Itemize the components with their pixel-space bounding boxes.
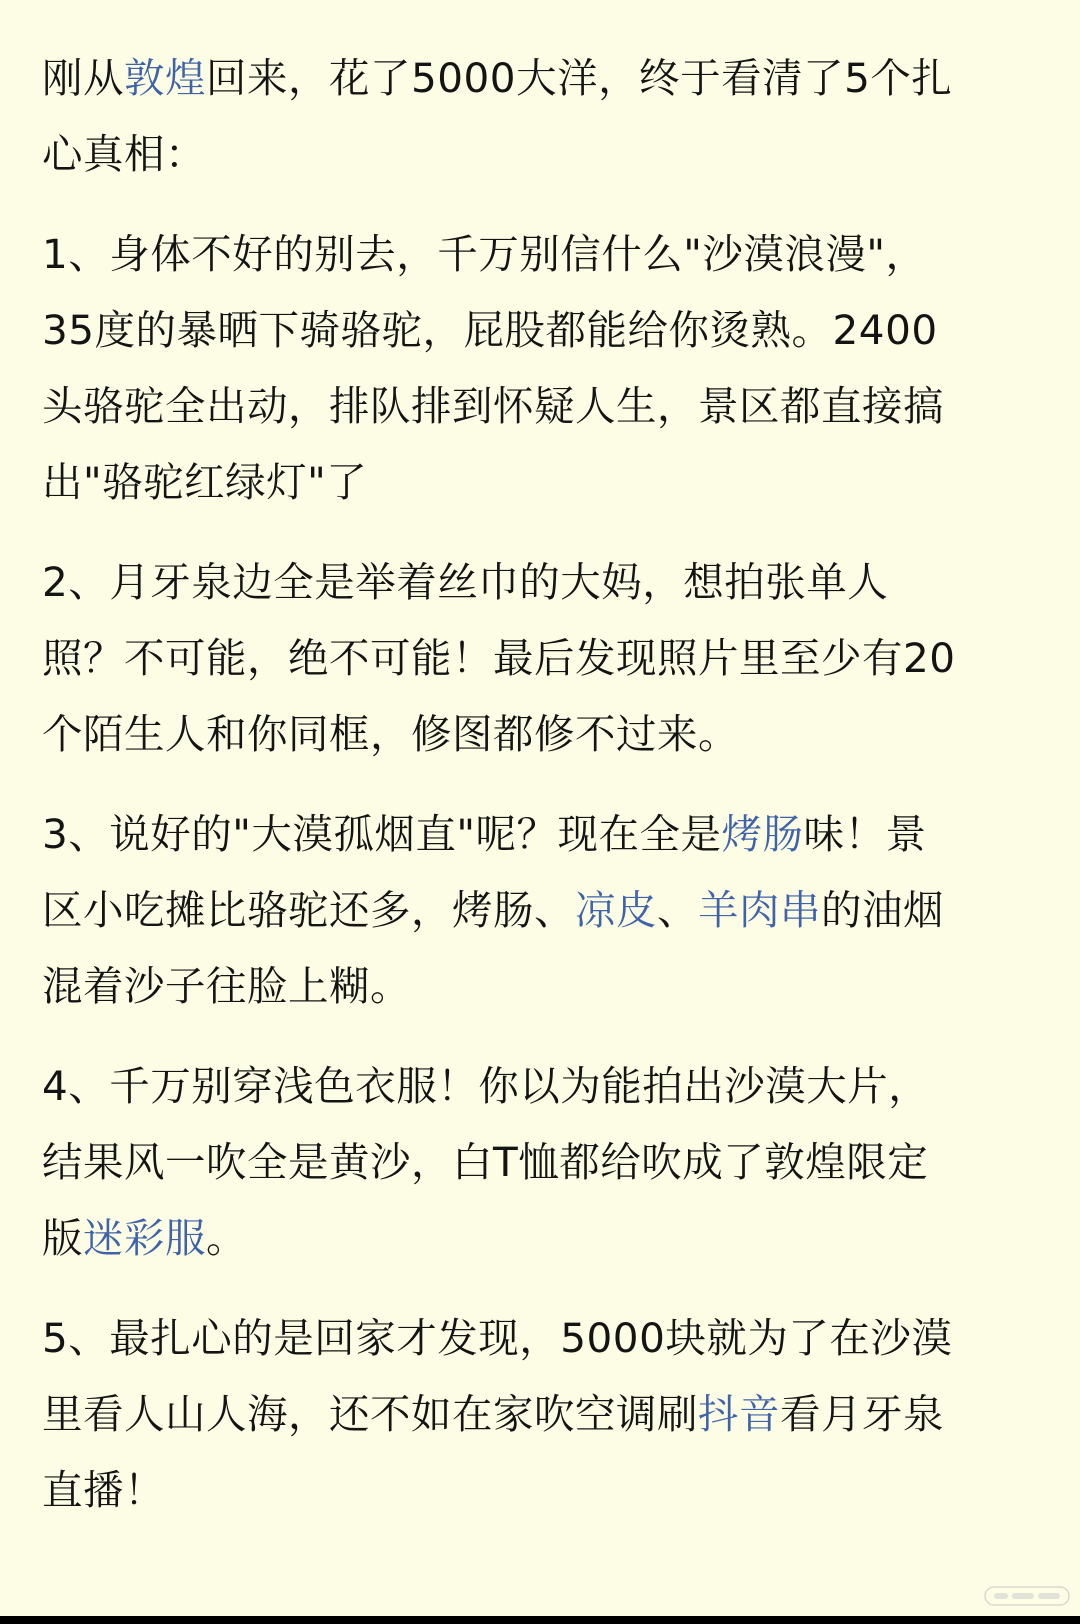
intro-text-start: 刚从 [42, 54, 124, 102]
link-douyin[interactable]: 抖音 [698, 1390, 780, 1438]
paragraph-point-4 [42, 1048, 962, 1276]
point-4-text-end: 。 [206, 1214, 247, 1262]
paragraph-point-2 [42, 544, 962, 772]
watermark-logo-icon [984, 1582, 1070, 1610]
paragraph-point-5 [42, 1300, 962, 1528]
point-2-text: 2、月牙泉边全是举着丝巾的大妈，想拍张单人照？不可能，绝不可能！最后发现照片里至少有20个陌生人和你同框，修图都修不过来。 [42, 558, 956, 758]
paragraph-gap [42, 1024, 962, 1048]
paragraph-intro [42, 40, 962, 192]
point-5-text-start: 5、最扎心的是回家才发现，5000块就为了在沙漠里看人山人海，还不如在家吹空调刷 [42, 1314, 953, 1438]
link-camouflage[interactable]: 迷彩服 [83, 1214, 206, 1262]
link-dunhuang[interactable]: 敦煌 [124, 54, 206, 102]
paragraph-gap [42, 772, 962, 796]
point-4-text-start: 4、千万别穿浅色衣服！你以为能拍出沙漠大片，结果风一吹全是黄沙，白T恤都给吹成了敦煌限定版 [42, 1062, 930, 1262]
paragraph-point-3 [42, 796, 962, 1024]
paragraph-point-1 [42, 216, 962, 520]
paragraph-gap [42, 520, 962, 544]
point-3-text-start: 3、说好的"大漠孤烟直"呢？现在全是 [42, 810, 722, 858]
link-liangpi[interactable]: 凉皮 [575, 886, 657, 934]
point-1-text: 1、身体不好的别去，千万别信什么"沙漠浪漫"，35度的暴晒下骑骆驼，屁股都能给你烫熟。2400头骆驼全出动，排队排到怀疑人生，景区都直接搞出"骆驼红绿灯"了 [42, 230, 944, 506]
link-lamb-skewers[interactable]: 羊肉串 [698, 886, 821, 934]
point-5-text-end: 看月牙泉直播！ [42, 1390, 944, 1514]
paragraph-gap [42, 192, 962, 216]
link-sausage[interactable]: 烤肠 [721, 810, 804, 858]
paragraph-gap [42, 1276, 962, 1300]
point-3-text-end: 的油烟混着沙子往脸上糊。 [42, 886, 944, 1010]
article-body [42, 40, 962, 1528]
intro-text-rest: 回来，花了5000大洋，终于看清了5个扎心真相： [42, 54, 953, 178]
point-3-text-middle: 味！景区小吃摊比骆驼还多，烤肠、 [42, 810, 927, 934]
point-3-separator: 、 [657, 886, 698, 934]
